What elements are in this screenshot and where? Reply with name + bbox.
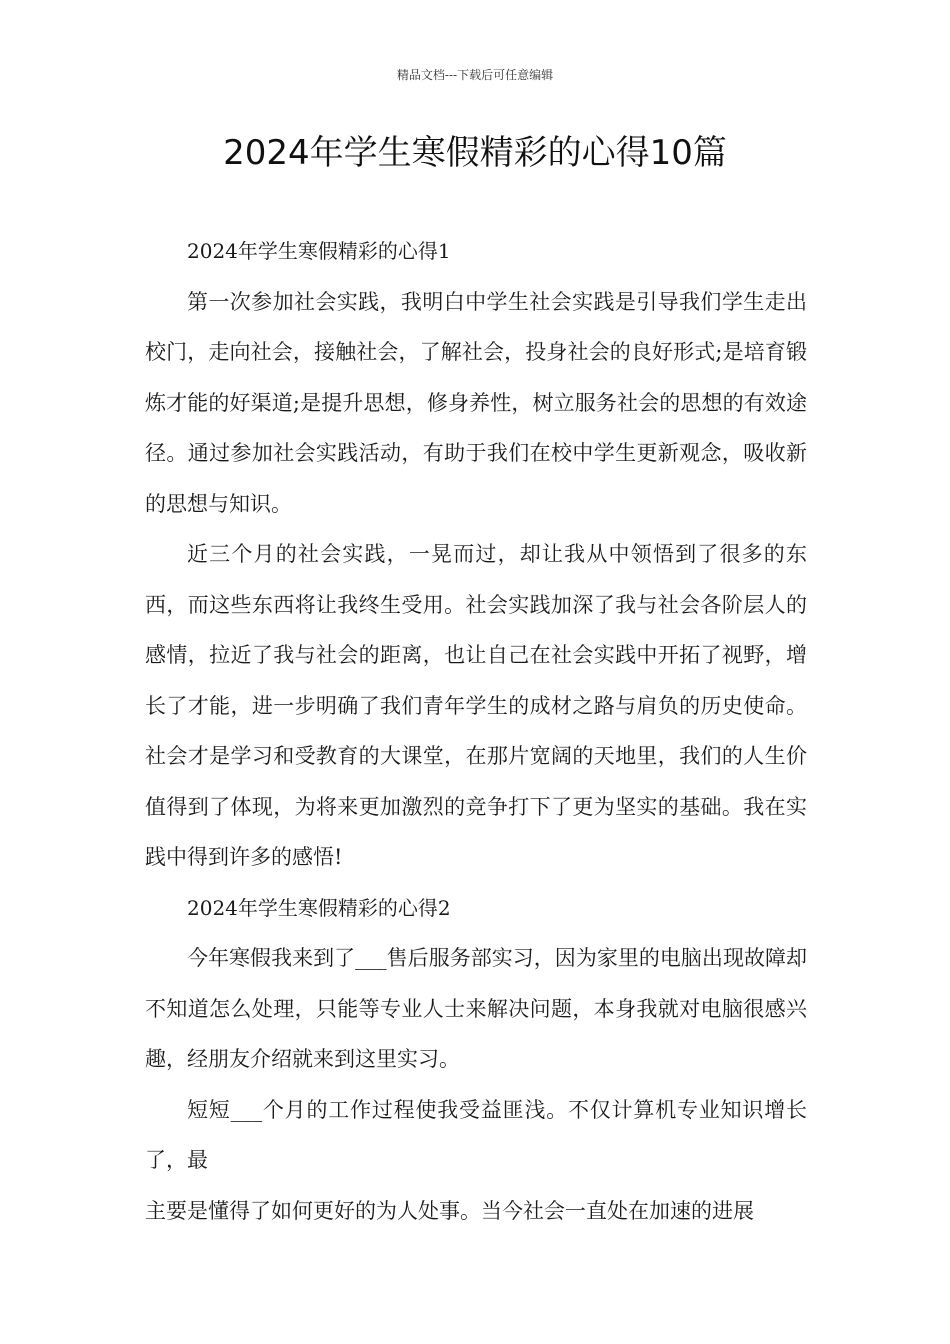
paragraph: 近三个月的社会实践，一晃而过，却让我从中领悟到了很多的东西，而这些东西将让我终生受用。社会实践加深了我与社会各阶层人的感情，拉近了我与社会的距离，也让自己在社会实践中开拓了视野，增长了才能，进一步明确了我们青年学生的成材之路与肩负的历史使命。社会才是学习和受教育的大课堂，在那片宽阔的天地里，我们的人生价值得到了体现，为将来更加激烈的竞争打下了更为坚实的基础。我在实践中得到许多的感悟! [145, 542, 807, 869]
section-heading-1: 2024年学生寒假精彩的心得1 [187, 239, 451, 263]
header-note: 精品文档---下载后可任意编辑 [396, 68, 554, 82]
paragraph: 第一次参加社会实践，我明白中学生社会实践是引导我们学生走出校门，走向社会，接触社会，了解社会，投身社会的良好形式;是培育锻炼才能的好渠道;是提升思想，修身养性，树立服务社会的思想的有效途径。通过参加社会实践活动，有助于我们在校中学生更新观念，吸收新的思想与知识。 [145, 289, 807, 516]
section-heading-2: 2024年学生寒假精彩的心得2 [187, 895, 451, 920]
paragraph: 今年寒假我来到了___售后服务部实习，因为家里的电脑出现故障却不知道怎么处理，只能等专业人士来解决问题，本身我就对电脑很感兴趣，经朋友介绍就来到这里实习。 [145, 946, 807, 1071]
document-title: 2024年学生寒假精彩的心得10篇 [223, 133, 727, 173]
paragraph-continuation: 主要是懂得了如何更好的为人处事。当今社会一直处在加速的进展 [145, 1198, 754, 1223]
paragraph: 短短___个月的工作过程使我受益匪浅。不仅计算机专业知识增长了，最 [145, 1097, 807, 1172]
document-body [145, 226, 807, 1236]
